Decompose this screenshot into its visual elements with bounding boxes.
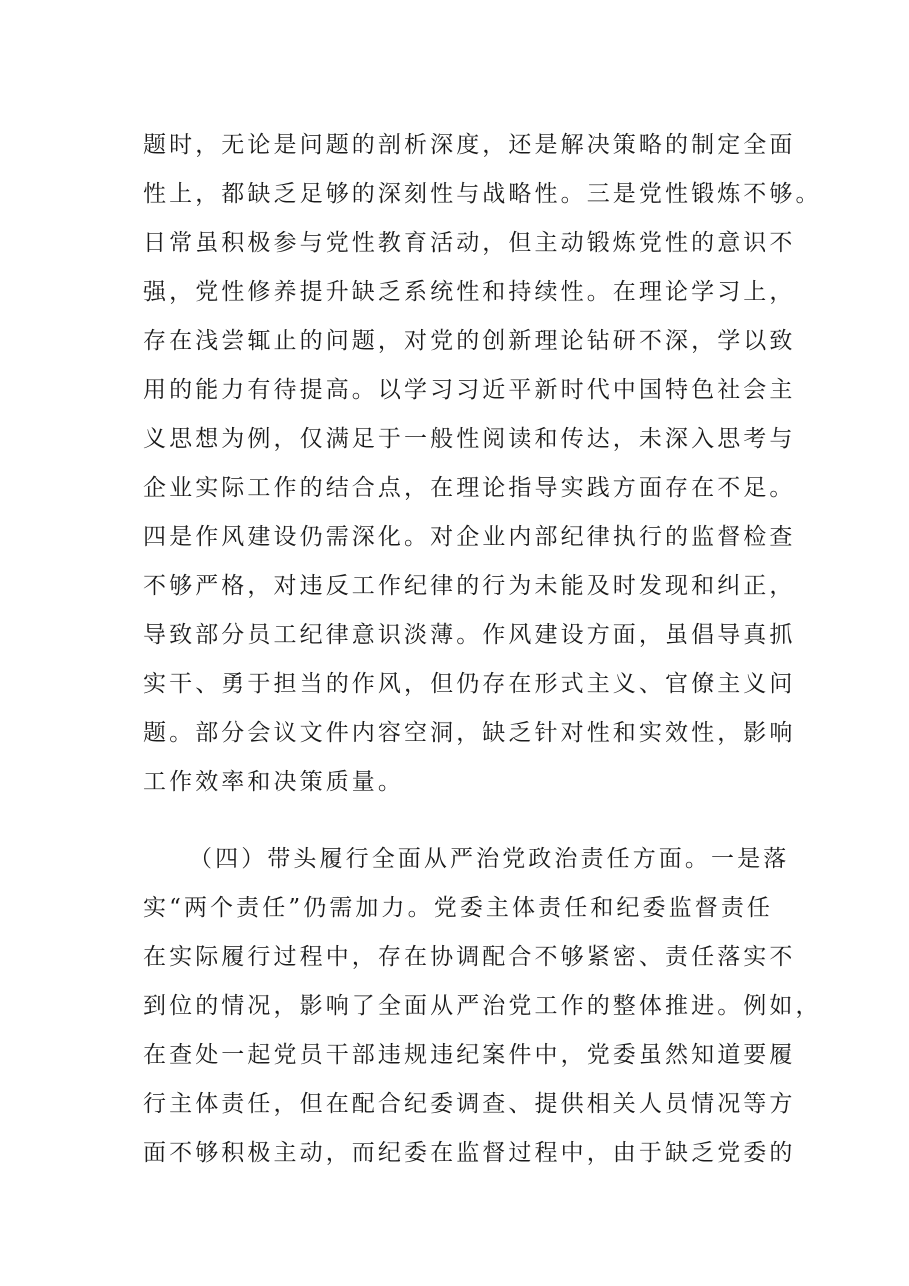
paragraph-line: 用的能力有待提高。以学习习近平新时代中国特色社会主 bbox=[143, 377, 796, 403]
paragraph-line: 强，党性修养提升缺乏系统性和持续性。在理论学习上， bbox=[143, 279, 796, 305]
paragraph-line: 四是作风建设仍需深化。对企业内部纪律执行的监督检查 bbox=[143, 524, 796, 550]
paragraph-line: 存在浅尝辄止的问题，对党的创新理论钻研不深，学以致 bbox=[143, 328, 796, 354]
paragraph-line: 到位的情况，影响了全面从严治党工作的整体推进。例如， bbox=[143, 993, 822, 1019]
paragraph-line: 实干、勇于担当的作风，但仍存在形式主义、官僚主义问 bbox=[143, 671, 796, 697]
paragraph-line: 行主体责任，但在配合纪委调查、提供相关人员情况等方 bbox=[143, 1091, 796, 1117]
paragraph-line: 面不够积极主动，而纪委在监督过程中，由于缺乏党委的 bbox=[143, 1140, 796, 1166]
paragraph-line: 实“两个责任”仍需加力。党委主体责任和纪委监督责任 bbox=[143, 895, 774, 921]
paragraph-line: 性上，都缺乏足够的深刻性与战略性。三是党性锻炼不够。 bbox=[143, 181, 822, 207]
paragraph-line: 在实际履行过程中，存在协调配合不够紧密、责任落实不 bbox=[143, 944, 796, 970]
paragraph-line: 题。部分会议文件内容空洞，缺乏针对性和实效性，影响 bbox=[143, 720, 796, 746]
paragraph-line: 导致部分员工纪律意识淡薄。作风建设方面，虽倡导真抓 bbox=[143, 622, 796, 648]
paragraph-line: 在查处一起党员干部违规违纪案件中，党委虽然知道要履 bbox=[143, 1042, 796, 1068]
paragraph-line: 义思想为例，仅满足于一般性阅读和传达，未深入思考与 bbox=[143, 426, 796, 452]
paragraph-line: 企业实际工作的结合点，在理论指导实践方面存在不足。 bbox=[143, 475, 796, 501]
paragraph-line: 日常虽积极参与党性教育活动，但主动锻炼党性的意识不 bbox=[143, 230, 796, 256]
section-heading-line: （四）带头履行全面从严治党政治责任方面。一是落 bbox=[189, 846, 790, 872]
paragraph-line: 题时，无论是问题的剖析深度，还是解决策略的制定全面 bbox=[143, 132, 796, 158]
paragraph-line: 工作效率和决策质量。 bbox=[143, 769, 404, 795]
paragraph-line: 不够严格，对违反工作纪律的行为未能及时发现和纠正， bbox=[143, 573, 796, 599]
